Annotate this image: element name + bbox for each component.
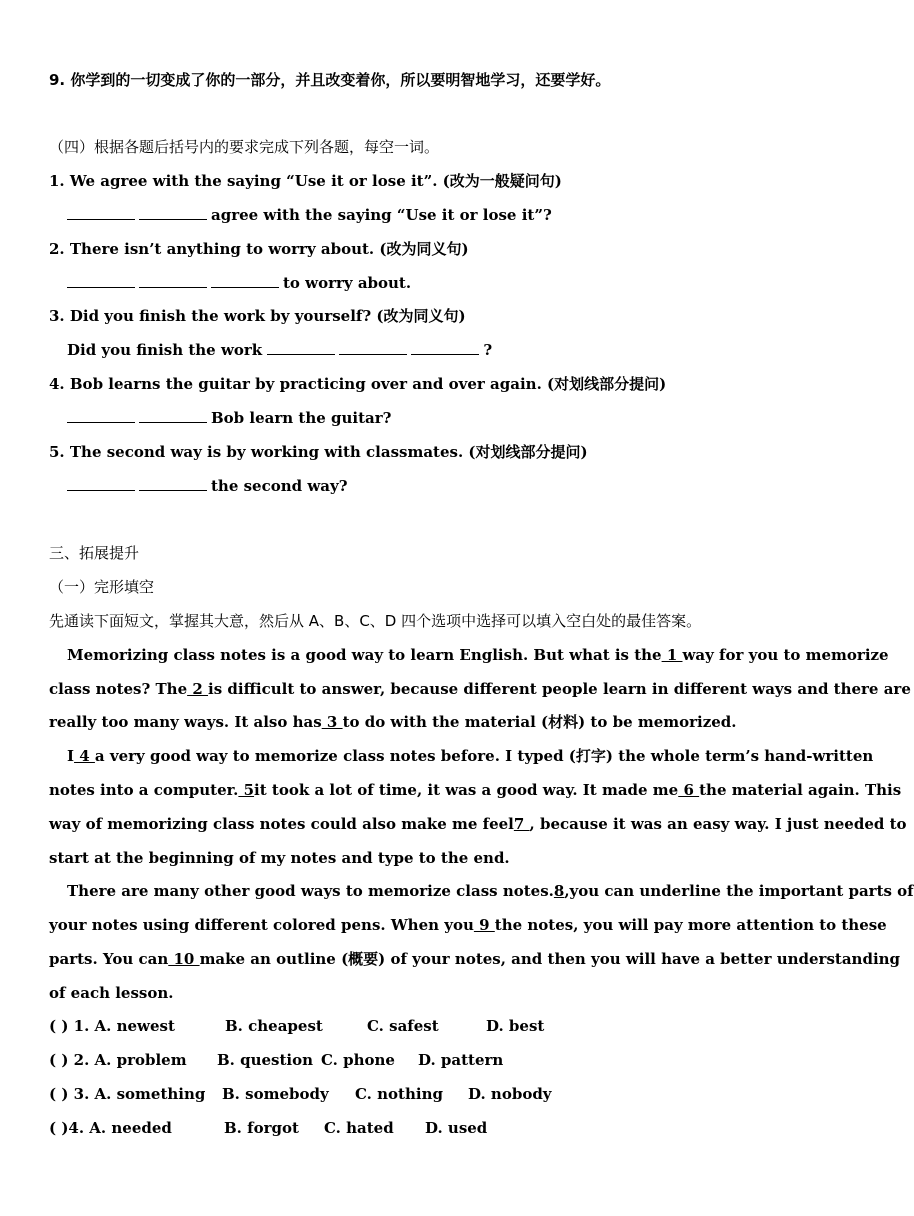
q4-text: 4. Bob learns the guitar by practicing over and over again. (对划线部分提问) [49, 375, 667, 393]
q2-text: 2. There isn’t anything to worry about. (改为同义句) [49, 240, 469, 258]
option-c[interactable]: C. phone [321, 1051, 395, 1069]
answer-blank[interactable] [67, 408, 135, 423]
q3-text: 3. Did you finish the work by yourself? (改为同义句) [49, 307, 466, 325]
passage-line-9: your notes using different colored pens. When you 9 the notes, you will pay more attention to these [49, 916, 887, 934]
cloze-blank[interactable]: 6 [678, 781, 700, 799]
q5-text: 5. The second way is by working with classmates. (对划线部分提问) [49, 443, 588, 461]
option-b[interactable]: B. forgot [224, 1119, 299, 1137]
q3-answer-tail: ? [483, 341, 493, 359]
option-b[interactable]: B. cheapest [225, 1017, 323, 1035]
cloze-blank[interactable]: 5 [238, 781, 255, 799]
option-c[interactable]: C. hated [324, 1119, 394, 1137]
answer-blank[interactable] [67, 476, 135, 491]
option-d[interactable]: D. best [486, 1017, 545, 1035]
answer-blank[interactable] [139, 476, 207, 491]
passage-line-8: There are many other good ways to memorize class notes.8,you can underline the important parts of [67, 882, 914, 900]
option-b[interactable]: B. somebody [222, 1085, 329, 1103]
answer-blank[interactable] [411, 340, 479, 355]
answer-blank[interactable] [211, 273, 279, 288]
passage-line-10: parts. You can 10 make an outline (概要) of your notes, and then you will have a better understanding [49, 950, 901, 968]
cloze-blank[interactable]: 8 [553, 882, 565, 900]
section-4-heading: （四）根据各题后括号内的要求完成下列各题，每空一词。 [49, 138, 440, 156]
cloze-instruction: 先通读下面短文，掌握其大意，然后从 A、B、C、D 四个选项中选择可以填入空白处的最佳答案。 [49, 612, 702, 630]
option-c[interactable]: C. nothing [355, 1085, 443, 1103]
cloze-blank[interactable]: 4 [74, 747, 95, 765]
passage-line-11: of each lesson. [49, 984, 174, 1002]
passage-line-4: I 4 a very good way to memorize class notes before. I typed (打字) the whole term’s hand-written [67, 747, 874, 765]
passage-line-2: class notes? The 2 is difficult to answer, because different people learn in different ways and there are [49, 680, 911, 698]
answer-blank[interactable] [139, 408, 207, 423]
option-a[interactable]: ( ) 3. A. something [49, 1085, 206, 1103]
answer-blank[interactable] [139, 205, 207, 220]
passage-line-7: start at the beginning of my notes and type to the end. [49, 849, 510, 867]
q1-text: 1. We agree with the saying “Use it or lose it”. (改为一般疑问句) [49, 172, 562, 190]
passage-line-5: notes into a computer. 5it took a lot of time, it was a good way. It made me 6 the material again. This [49, 781, 902, 799]
q3-answer-head: Did you finish the work [67, 341, 263, 359]
answer-blank[interactable] [139, 273, 207, 288]
cloze-blank[interactable]: 2 [187, 680, 209, 698]
answer-blank[interactable] [267, 340, 335, 355]
q2-answer-tail: to worry about. [283, 274, 412, 292]
q5-answer-tail: the second way? [211, 477, 348, 495]
passage-line-6: way of memorizing class notes could also make me feel7 , because it was an easy way. I just needed to [49, 815, 907, 833]
cloze-blank[interactable]: 1 [661, 646, 683, 664]
cloze-blank[interactable]: 7 [513, 815, 530, 833]
item-9: 9. 你学到的一切变成了你的一部分，并且改变着你，所以要明智地学习，还要学好。 [49, 71, 611, 89]
option-a[interactable]: ( ) 1. A. newest [49, 1017, 175, 1035]
q5-answer [67, 476, 811, 496]
q4-answer-tail: Bob learn the guitar? [211, 409, 392, 427]
q1-answer [67, 205, 811, 225]
option-a[interactable]: ( ) 2. A. problem [49, 1051, 187, 1069]
cloze-blank[interactable]: 9 [473, 916, 495, 934]
answer-blank[interactable] [67, 273, 135, 288]
option-a[interactable]: ( )4. A. needed [49, 1119, 172, 1137]
option-d[interactable]: D. used [425, 1119, 488, 1137]
q4-answer [67, 408, 811, 428]
part-3-heading: 三、拓展提升 [49, 544, 140, 562]
q2-answer [67, 273, 811, 293]
cloze-blank[interactable]: 3 [321, 713, 343, 731]
option-d[interactable]: D. nobody [468, 1085, 552, 1103]
q3-answer [67, 340, 811, 360]
answer-blank[interactable] [67, 205, 135, 220]
passage-line-3: really too many ways. It also has 3 to do with the material (材料) to be memorized. [49, 713, 737, 731]
option-b[interactable]: B. question [217, 1051, 314, 1069]
answer-blank[interactable] [339, 340, 407, 355]
passage-line-1: Memorizing class notes is a good way to learn English. But what is the 1 way for you to memorize [67, 646, 889, 664]
part-3-subheading: （一）完形填空 [49, 578, 155, 596]
option-c[interactable]: C. safest [367, 1017, 439, 1035]
cloze-blank[interactable]: 10 [168, 950, 200, 968]
option-d[interactable]: D. pattern [418, 1051, 504, 1069]
q1-answer-tail: agree with the saying “Use it or lose it”? [211, 206, 552, 224]
